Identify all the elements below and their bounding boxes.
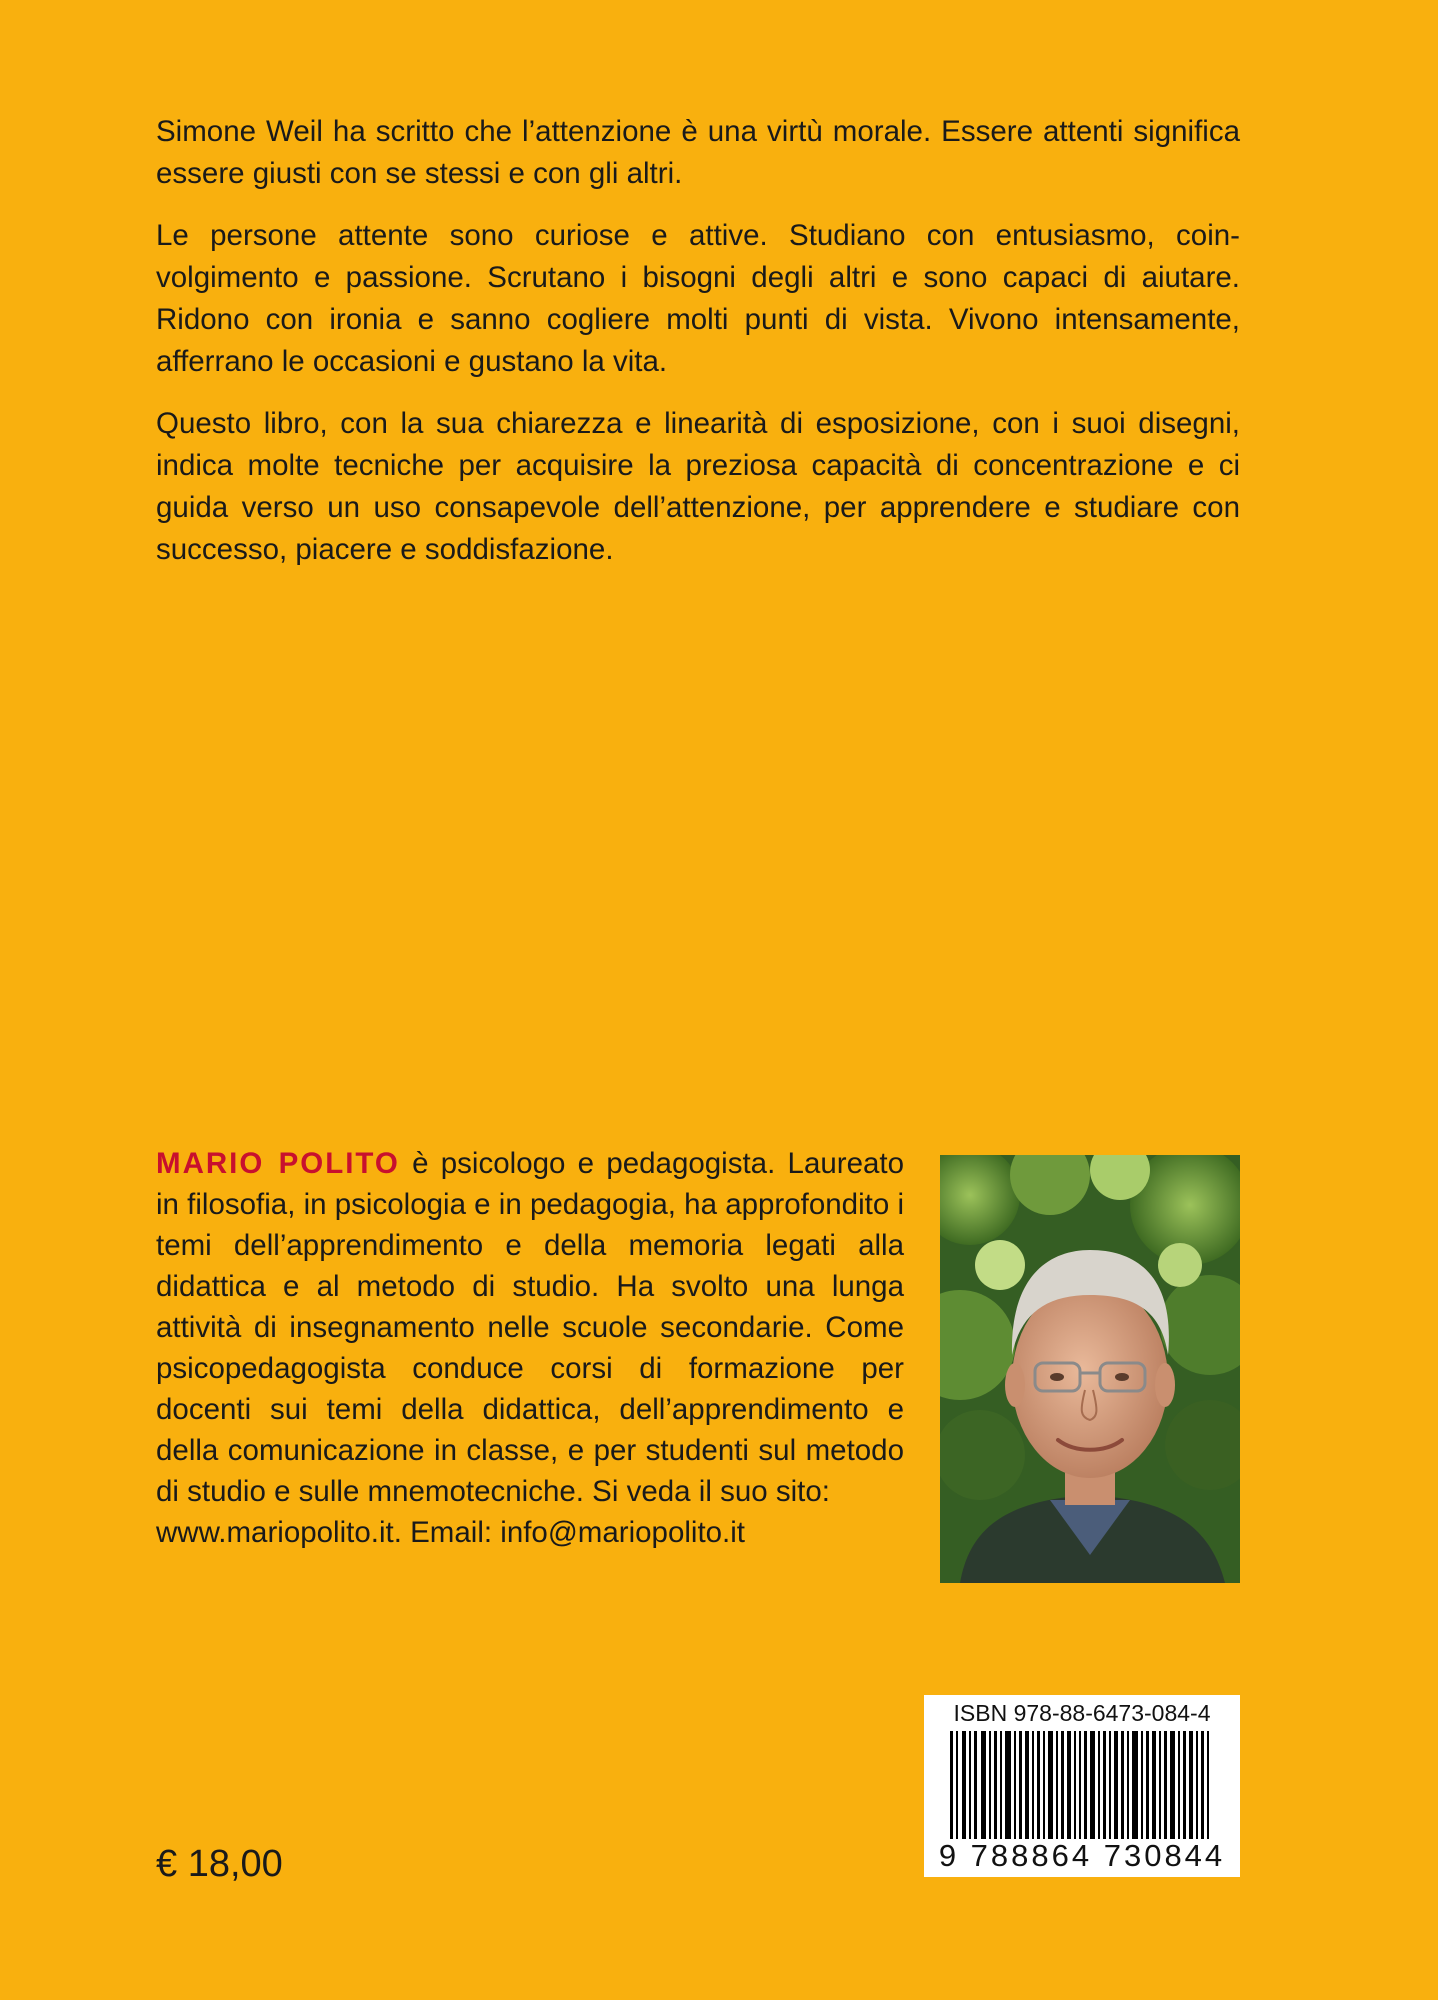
isbn-number: ISBN 978-88-6473-084-4 bbox=[953, 1700, 1211, 1726]
author-photo bbox=[940, 1155, 1240, 1583]
price-label: € 18,00 bbox=[156, 1843, 283, 1885]
blurb-text bbox=[156, 111, 1240, 591]
author-contact: www.mariopolito.it. Email: info@mariopolito.it bbox=[156, 1516, 746, 1549]
author-bio-text: è psicologo e pedagogista. Laureato in filosofia, in psicologia e in pedagogia, ha approfondito i temi dell’apprendimento e della memoria legati alla didattica e al metodo di studio. Ha svolto una lunga attività di insegnamento nelle scuole secondarie. Come psicopedagogista conduce corsi di formazione per docenti sui temi della didattica, dell’apprendimento e della comunicazione in classe, e per studenti sul metodo di studio e sulle mnemotecniche. Si veda il suo sito: bbox=[156, 1147, 904, 1508]
barcode-digits: 9 788864 730844 bbox=[924, 1839, 1240, 1873]
author-name: MARIO POLITO bbox=[156, 1147, 400, 1180]
author-portrait-image bbox=[940, 1155, 1240, 1583]
isbn-barcode bbox=[924, 1695, 1240, 1877]
author-bio-paragraph bbox=[156, 1143, 904, 1512]
author-bio bbox=[156, 1143, 904, 1553]
blurb-paragraph-1: Simone Weil ha scritto che l’attenzione è una virtù morale. Essere attenti significa essere giusti con se stessi e con gli altri. bbox=[156, 115, 1240, 190]
blurb-paragraph-3: Questo libro, con la sua chiarezza e linearità di esposizione, con i suoi disegni, indica molte tecniche per acquisire la preziosa capacità di concentrazione e ci guida verso un uso consapevole dell’attenzione, per apprendere e studiare con successo, piacere e soddisfazione. bbox=[156, 407, 1240, 566]
blurb-paragraph-2: Le persone attente sono curiose e attive. Studiano con entusiasmo, coinvolgimento e passione. Scrutano i bisogni degli altri e sono capaci di aiutare. Ridono con ironia e sanno cogliere molti punti di vista. Vivono intensamente, afferrano le occasioni e gustano la vita. bbox=[156, 219, 1240, 378]
